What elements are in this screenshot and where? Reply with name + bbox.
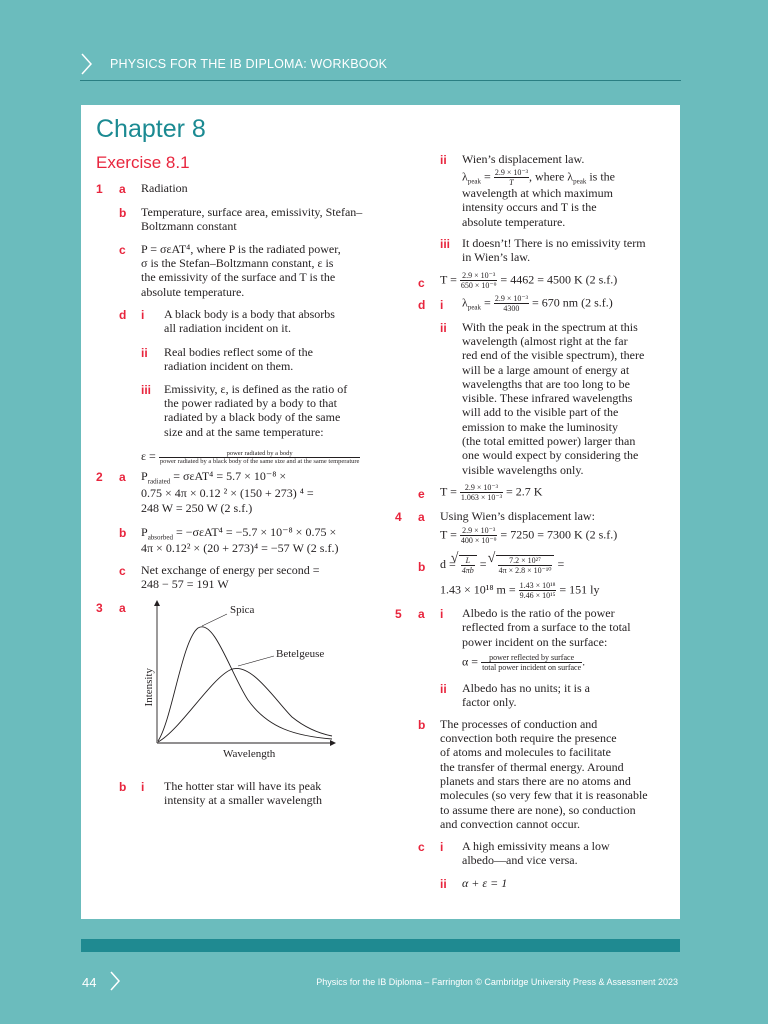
answer-text: wavelength at which maximum	[462, 186, 613, 200]
header-divider	[80, 80, 681, 81]
answer-text: The processes of conduction and	[440, 717, 598, 731]
answer-equation: d = √ $\frac{L}{4\pi b}$ = √ $\frac{\text{7.2 × 10²⁷}}{\text{4π × 2.8 × 10⁻¹⁰}}$ =	[440, 555, 564, 575]
answer-text: red end of the visible spectrum), there	[462, 348, 645, 362]
answer-text: Albedo is the ratio of the power	[462, 606, 615, 620]
answer-equation: T = $\frac{\text{2.9 × 10⁻³}}{\text{650 × 10⁻⁹}}$ = 4462 = 4500 K (2 s.f.)	[440, 271, 618, 290]
part-label-c: c	[119, 243, 126, 257]
footer-copyright: Physics for the IB Diploma – Farrington © Cambridge University Press & Assessment 2023	[316, 977, 678, 987]
answer-text: in Wien’s law.	[462, 250, 531, 264]
part-label-b: b	[119, 780, 127, 794]
answer-text: planets and stars there are no atoms and	[440, 774, 631, 788]
betelgeuse-curve	[158, 668, 332, 742]
answer-text: absolute temperature.	[462, 215, 566, 229]
answer-text: Wien’s displacement law.	[462, 152, 585, 166]
subpart-label-ii: ii	[440, 682, 447, 696]
answer-text: intensity occurs and T is the	[462, 200, 597, 214]
page-number: 44	[82, 975, 97, 990]
answer-text: α + ε = 1	[462, 876, 508, 890]
part-label-a: a	[418, 510, 425, 524]
question-number-2: 2	[96, 470, 103, 484]
answer-text: 0.75 × 4π × 0.12 ² × (150 + 273) ⁴ =	[141, 486, 314, 500]
part-label-e: e	[418, 487, 425, 501]
chapter-title: Chapter 8	[96, 115, 206, 143]
answer-text: (the total emitted power) larger than	[462, 434, 636, 448]
answer-text: radiation incident on them.	[164, 359, 294, 373]
answer-text: of atoms and molecules to facilitate	[440, 745, 611, 759]
answer-text: reflected from a surface to the total	[462, 620, 631, 634]
answer-text: $P_{absorbed} = -\sigma\varepsilon AT^4 = -5.7 \times 10^{-8} \times 0.75$ ×	[141, 525, 337, 542]
subpart-label-i: i	[141, 780, 145, 794]
part-label-b: b	[119, 206, 127, 220]
answer-text: intensity at a smaller wavelength	[164, 793, 322, 807]
answer-text: albedo—and vice versa.	[462, 853, 578, 867]
answer-text: radiated by a black body of the same	[164, 410, 341, 424]
answer-text: Temperature, surface area, emissivity, Stefan–Boltzmann constant	[141, 205, 363, 234]
answer-text: molecules (so very few that it is reasonable	[440, 788, 648, 802]
answer-text: Using Wien’s displacement law:	[440, 509, 595, 523]
betelgeuse-pointer	[238, 656, 274, 666]
answer-text: 248 W = 250 W (2 s.f.)	[141, 501, 253, 515]
answer-text: size and at the same temperature:	[164, 425, 324, 439]
subpart-label-iii: iii	[141, 383, 152, 397]
subpart-label-ii: ii	[440, 153, 447, 167]
blackbody-graph	[140, 600, 370, 770]
answer-text: σ is the Stefan–Boltzmann constant, ε is	[141, 256, 334, 270]
part-label-c: c	[119, 564, 126, 578]
question-number-3: 3	[96, 601, 103, 615]
answer-text: the emissivity of the surface and T is the	[141, 270, 336, 284]
part-label-b: b	[418, 560, 426, 574]
graph-x-label: Wavelength	[223, 748, 276, 760]
answer-text: convection both require the presence	[440, 731, 617, 745]
answer-text: The hotter star will have its peak	[164, 779, 322, 793]
emissivity-equation: ε = power radiated by a body power radiated by a black body of the same size and at the same temperature	[141, 449, 360, 465]
answer-text: will add to the visible part of the	[462, 405, 619, 419]
graph-label-betelgeuse: Betelgeuse	[276, 648, 325, 660]
part-label-b: b	[119, 526, 127, 540]
subpart-label-ii: ii	[141, 346, 148, 360]
answer-text: and convection cannot occur.	[440, 817, 580, 831]
question-number-4: 4	[395, 510, 402, 524]
part-label-b: b	[418, 718, 426, 732]
answer-text: Radiation	[141, 181, 188, 195]
answer-text: one would expect by considering the	[462, 448, 639, 462]
answer-text: 248 − 57 = 191 W	[141, 577, 229, 591]
answer-text: It doesn’t! There is no emissivity term	[462, 236, 646, 250]
part-label-a: a	[119, 182, 126, 196]
answer-text: $P_{radiated} = \sigma\varepsilon AT^4 = 5.7 \times 10^{-8}$ ×	[141, 469, 287, 486]
answer-text: $\lambda_{peak}$ = $\frac{\text{2.9 × 10⁻³}}{T}$ , where $\lambda_{peak}$ is the	[462, 168, 615, 187]
albedo-equation: α = $\frac{\text{power reflected by surface}}{\text{total power incident on surface}}$ .	[462, 653, 586, 672]
answer-text: 4π × 0.12² × (20 + 273)⁴ = −57 W (2 s.f.)	[141, 541, 339, 555]
part-label-a: a	[418, 607, 425, 621]
header-title: PHYSICS FOR THE IB DIPLOMA: WORKBOOK	[110, 57, 388, 71]
chevron-right-icon	[109, 970, 121, 992]
answer-text: absolute temperature.	[141, 285, 245, 299]
exercise-title: Exercise 8.1	[96, 153, 190, 172]
spica-pointer	[202, 614, 227, 626]
answer-text: visible. These infrared wavelengths	[462, 391, 633, 405]
answer-text: the transfer of thermal energy. Around	[440, 760, 624, 774]
answer-text: Real bodies reflect some of the	[164, 345, 313, 359]
answer-text: power incident on the surface:	[462, 635, 608, 649]
subpart-label-i: i	[440, 607, 444, 621]
subpart-label-iii: iii	[440, 237, 451, 251]
spica-curve	[158, 627, 332, 741]
x-axis-arrow	[330, 740, 336, 746]
answer-equation: 1.43 × 10¹⁸ m = $\frac{\text{1.43 × 10¹⁸}}{\text{9.46 × 10¹⁵}}$ = 151 ly	[440, 581, 600, 600]
answer-text: wavelengths that are too long to be	[462, 377, 630, 391]
part-label-d: d	[119, 308, 127, 322]
part-label-c: c	[418, 276, 425, 290]
answer-text: wavelength (almost right at the far	[462, 334, 628, 348]
answer-text: visible wavelengths only.	[462, 463, 584, 477]
answer-text: Albedo has no units; it is a	[462, 681, 590, 695]
answer-text: emission to make the luminosity	[462, 420, 618, 434]
subpart-label-ii: ii	[440, 877, 447, 891]
part-label-a: a	[119, 601, 126, 615]
answer-text: will be a large amount of energy at	[462, 363, 630, 377]
question-number-1: 1	[96, 182, 103, 196]
subpart-label-i: i	[141, 308, 145, 322]
answer-text: to assume there are none), so conduction	[440, 803, 636, 817]
subpart-label-ii: ii	[440, 321, 447, 335]
answer-text: P = σεAT⁴, where P is the radiated power,	[141, 242, 341, 256]
chevron-right-icon	[80, 52, 94, 76]
answer-text: A black body is a body that absorbs	[164, 307, 335, 321]
question-number-5: 5	[395, 607, 402, 621]
answer-text: A high emissivity means a low	[462, 839, 610, 853]
answer-text: Net exchange of energy per second =	[141, 563, 320, 577]
subpart-label-i: i	[440, 298, 444, 312]
answer-text: the power radiated by a body to that	[164, 396, 337, 410]
bottom-bar	[81, 939, 680, 952]
answer-text: Emissivity, ε, is defined as the ratio of	[164, 382, 348, 396]
answer-text: With the peak in the spectrum at this	[462, 320, 638, 334]
part-label-c: c	[418, 840, 425, 854]
part-label-a: a	[119, 470, 126, 484]
answer-text: factor only.	[462, 695, 517, 709]
y-axis-arrow	[154, 600, 160, 606]
answer-equation: T = $\frac{\text{2.9 × 10⁻³}}{\text{400 × 10⁻⁹}}$ = 7250 = 7300 K (2 s.f.)	[440, 526, 618, 545]
graph-y-label: Intensity	[142, 667, 155, 707]
answer-text: all radiation incident on it.	[164, 321, 291, 335]
graph-label-spica: Spica	[230, 604, 255, 616]
answer-equation: $\lambda_{peak}$ = $\frac{\text{2.9 × 10⁻³}}{4300}$ = 670 nm (2 s.f.)	[462, 294, 613, 313]
answer-equation: T = $\frac{\text{2.9 × 10⁻³}}{\text{1.063 × 10⁻³}}$ = 2.7 K	[440, 483, 543, 502]
subpart-label-i: i	[440, 840, 444, 854]
part-label-d: d	[418, 298, 426, 312]
